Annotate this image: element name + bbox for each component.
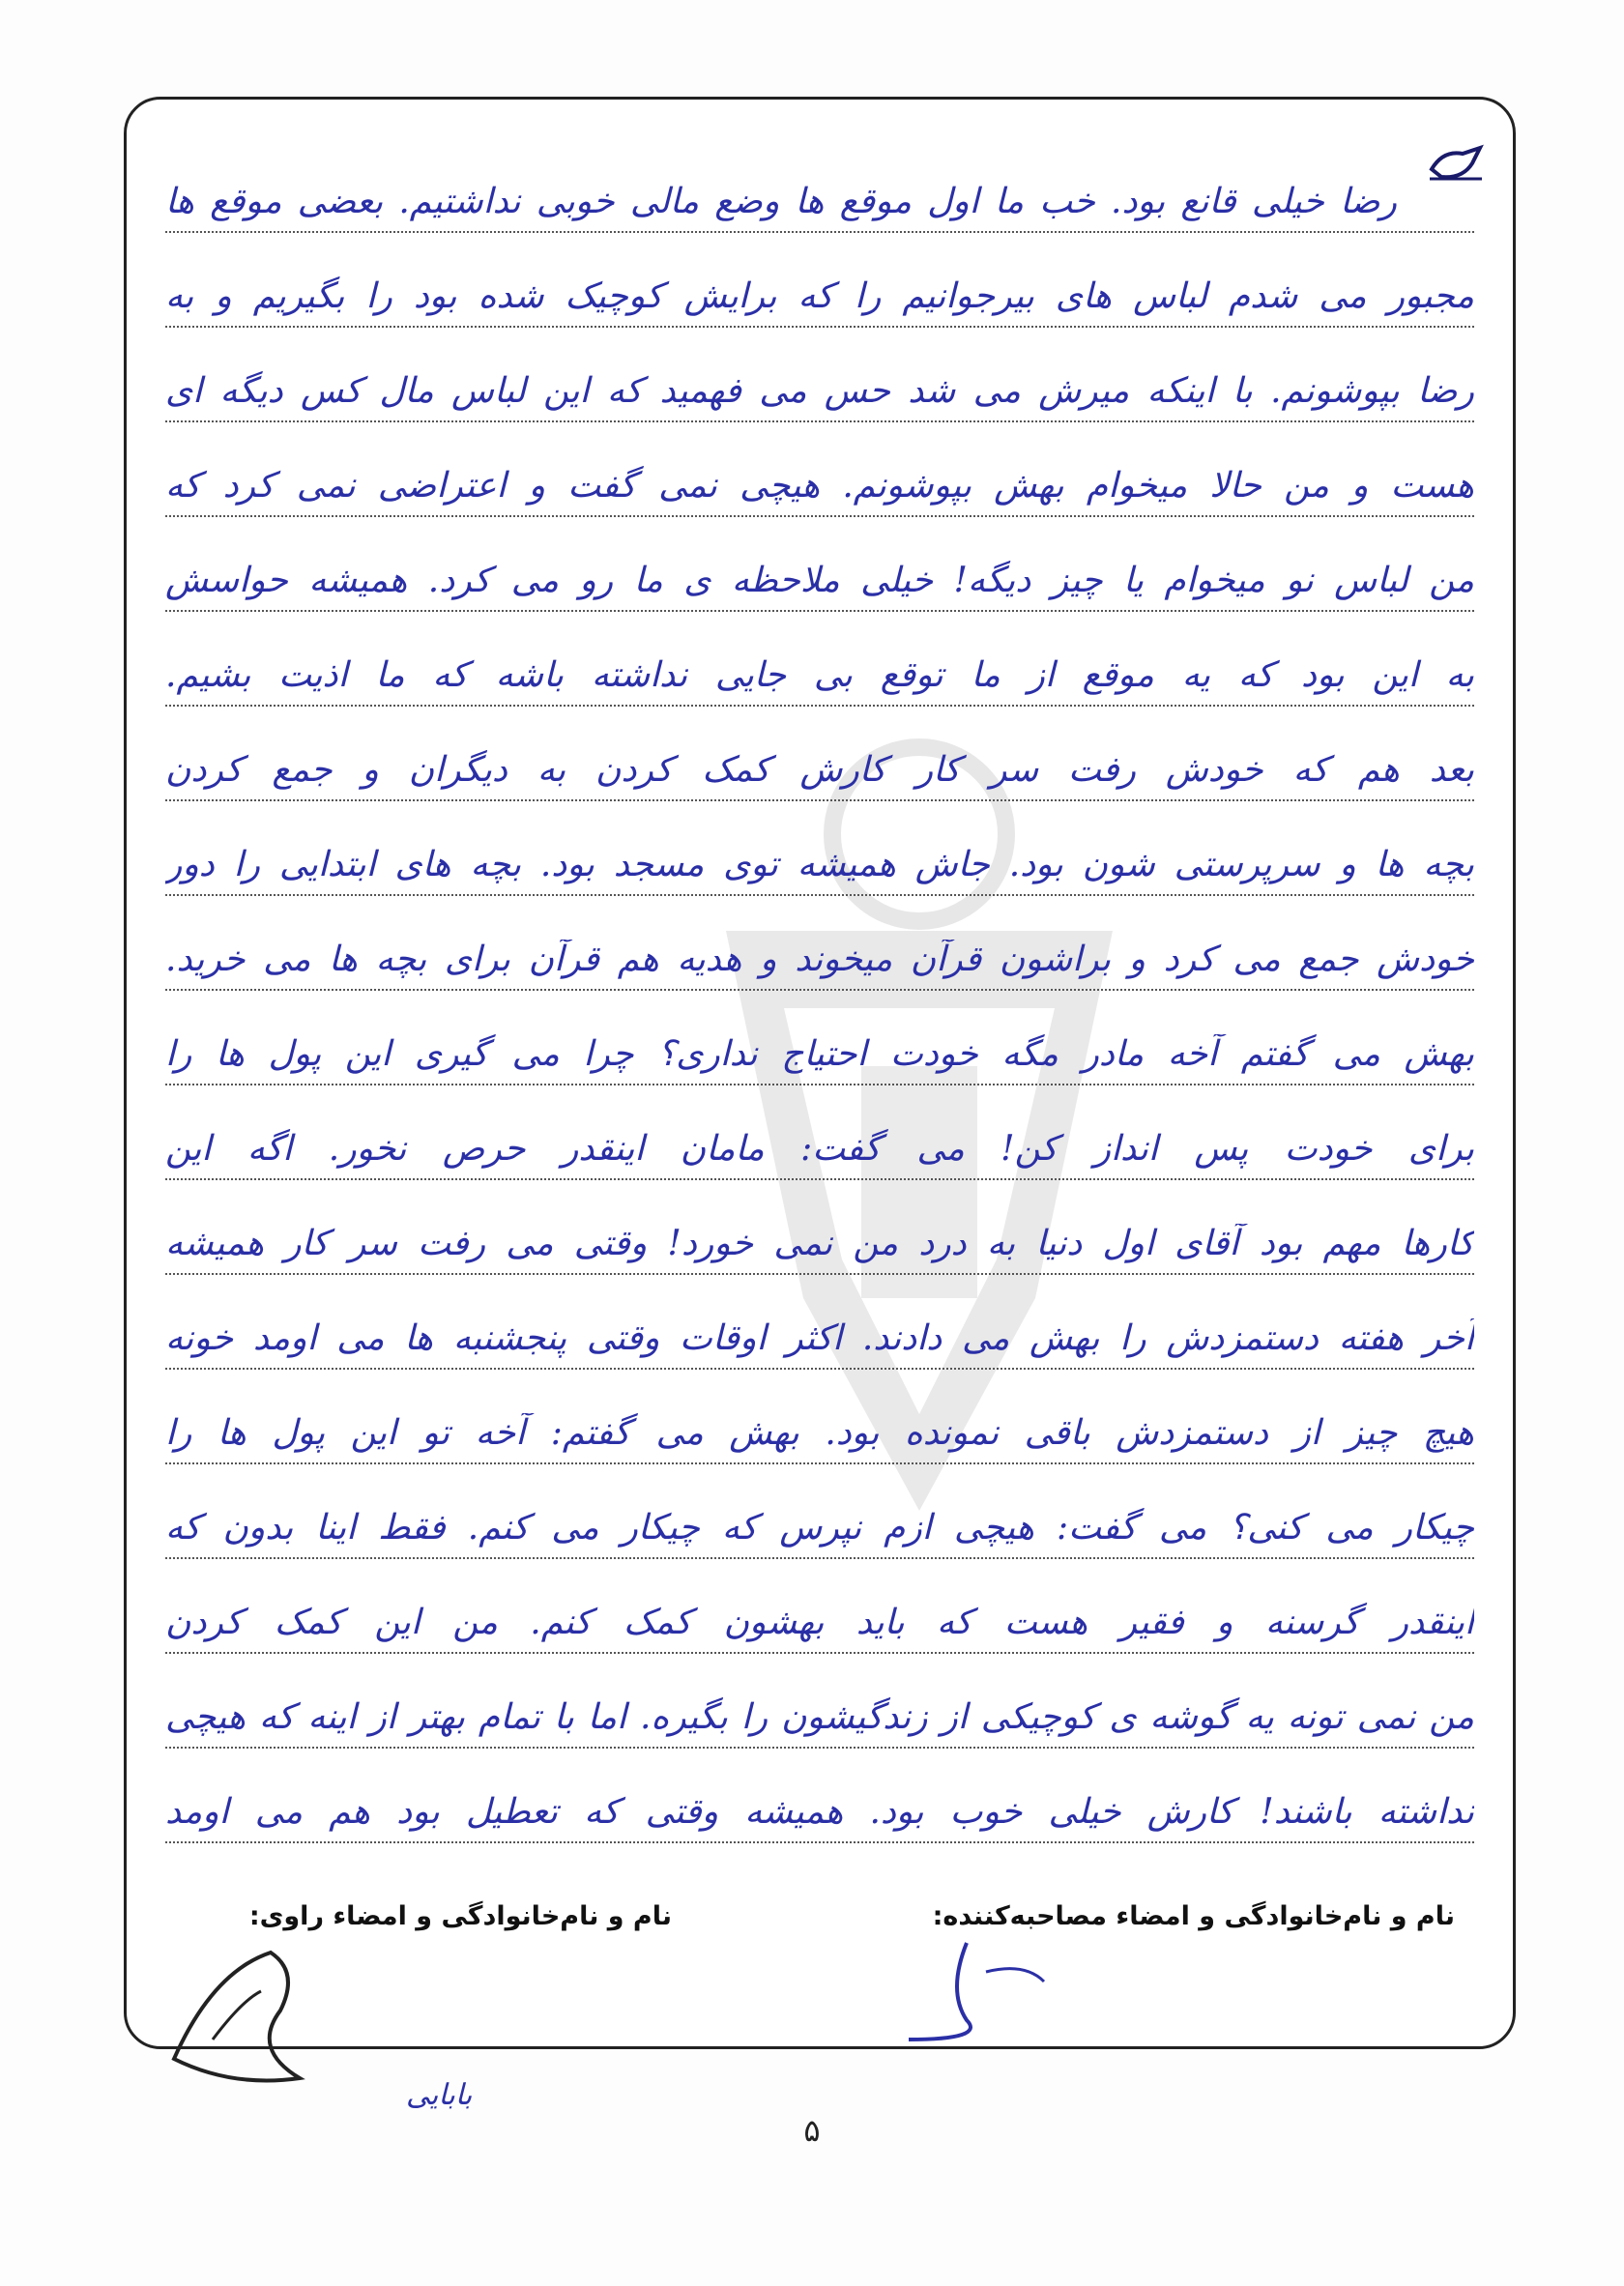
line-8 [165,801,1474,896]
line-1 [165,138,1474,233]
line-text: هیچ چیز از دستمزدش باقی نمونده بود. بهش می گفتم: آخه تو این پول ها را [165,1413,1474,1453]
interviewer-label: نام و نام‌خانوادگی و امضاء مصاحبه‌کننده: [932,1901,1455,1931]
line-text: من لباس نو میخوام یا چیز دیگه! خیلی ملاحظه ی ما رو می کرد. همیشه حواسش [165,561,1474,600]
signature-footer [165,1882,1474,2008]
line-text: رضا خیلی قانع بود. خب ما اول موقع ها وضع مالی خوبی نداشتیم. بعضی موقع ها [165,182,1397,221]
line-text: چیکار می کنی؟ می گفت: هیچی ازم نپرس که چیکار می کنم. فقط اینا بدون که [165,1508,1474,1548]
line-14 [165,1370,1474,1464]
narrator-signature [155,1933,319,2098]
line-13 [165,1275,1474,1370]
line-text: رضا بپوشونم. با اینکه میرش می شد حس می فهمید که این لباس مال کس دیگه ای [165,371,1474,411]
line-text: برای خودت پس انداز کن! می گفت: مامان اینقدر حرص نخور. اگه این [165,1129,1474,1169]
line-text: من نمی تونه یه گوشه ی کوچیکی از زندگیشون را بگیره. اما با تمام بهتر از اینه که هیچی [165,1697,1474,1737]
line-3 [165,328,1474,422]
line-text: اینقدر گرسنه و فقیر هست که باید بهشون کمک کنم. من این کمک کردن [165,1603,1474,1642]
line-text: به این بود که یه موقع از ما توقع بی جایی نداشته باشه که ما اذیت بشیم. [165,655,1474,695]
line-5 [165,517,1474,612]
interviewer-signature-name: بابایی [406,2078,473,2112]
line-16 [165,1559,1474,1654]
line-text: هست و من حالا میخوام بهش بپوشونم. هیچی نمی گفت و اعتراضی نمی کرد که [165,466,1474,506]
line-text: کارها مهم بود آقای اول دنیا به درد من نمی خورد! وقتی می رفت سر کار همیشه [165,1224,1474,1263]
line-12 [165,1180,1474,1275]
line-text: بعد هم که خودش رفت سر کار کارش کمک کردن به دیگران و جمع کردن [165,750,1474,790]
line-text: آخر هفته دستمزدش را بهش می دادند. اکثر اوقات وقتی پنجشنبه ها می اومد خونه [165,1318,1474,1358]
page-frame [124,97,1516,2049]
line-18 [165,1749,1474,1843]
page-number: ۵ [803,2112,821,2149]
line-10 [165,991,1474,1085]
line-6 [165,612,1474,707]
narrator-label: نام و نام‌خانوادگی و امضاء راوی: [248,1901,672,1931]
line-text: مجبور می شدم لباس های بیرجوانیم را که برایش کوچیک شده بود را بگیریم و به [165,276,1474,316]
line-text: بچه ها و سرپرستی شون بود. جاش همیشه توی مسجد بود. بچه های ابتدایی را دور [165,845,1474,884]
line-text: خودش جمع می کرد و براشون قرآن میخوند و هدیه هم قرآن برای بچه ها می خرید. [165,940,1474,979]
interviewer-signature [851,1933,1083,2049]
line-15 [165,1464,1474,1559]
line-9 [165,896,1474,991]
line-text: بهش می گفتم آخه مادر مگه خودت احتیاج نداری؟ چرا می گیری این پول ها را [165,1034,1474,1074]
line-2 [165,233,1474,328]
line-7 [165,707,1474,801]
line-4 [165,422,1474,517]
line-11 [165,1085,1474,1180]
handwritten-lines [165,138,1474,1843]
line-17 [165,1654,1474,1749]
line-text: نداشته باشند! کارش خیلی خوب بود. همیشه وقتی که تعطیل بود هم می اومد [165,1792,1474,1832]
